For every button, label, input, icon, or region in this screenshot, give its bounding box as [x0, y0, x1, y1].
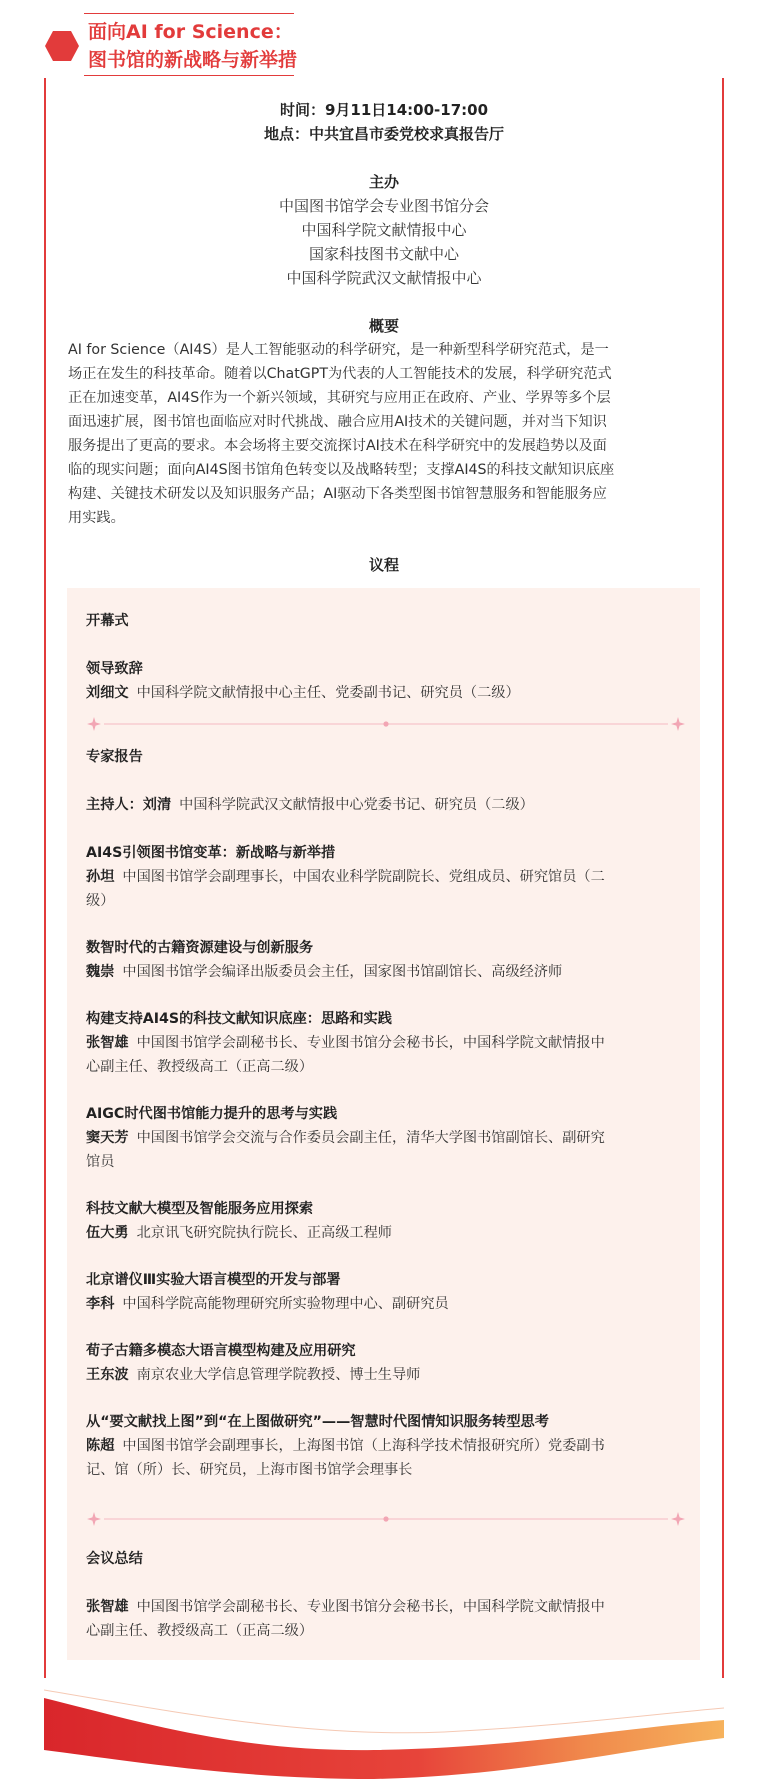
reports-title: 专家报告 [86, 749, 143, 765]
speaker-desc: 中国图书馆学会副理事长，中国农业科学院副院长、党组成员、研究馆员（二 [122, 869, 605, 885]
speaker-name: 张智雄 [86, 1035, 129, 1051]
overview-line: 用实践。 [68, 510, 125, 526]
speaker-desc: 中国图书馆学会副理事长，上海图书馆（上海科学技术情报研究所）党委副书 [122, 1438, 605, 1454]
summary-speaker-line [86, 1595, 686, 1643]
speaker-name: 李科 [86, 1296, 115, 1312]
speaker-desc: 中国图书馆学会副秘书长、专业图书馆分会秘书长，中国科学院文献情报中 [136, 1035, 605, 1051]
speaker-name: 王东波 [86, 1367, 129, 1383]
talk-title: 荀子古籍多模态大语言模型构建及应用研究 [86, 1343, 356, 1359]
opening-speaker-line [86, 681, 686, 705]
speaker-desc: 中国图书馆学会交流与合作委员会副主任，清华大学图书馆副馆长、副研究 [136, 1130, 605, 1146]
talk-speaker-line [86, 1031, 686, 1079]
speaker-desc: 心副主任、教授级高工（正高二级） [86, 1623, 314, 1639]
overview-line: AI for Science（AI4S）是人工智能驱动的科学研究，是一种新型科学研究范式，是一 [68, 342, 609, 358]
speaker-desc: 记、馆（所）长、研究员，上海市图书馆学会理事长 [86, 1462, 413, 1478]
talk-title: AI4S引领图书馆变革：新战略与新举措 [86, 845, 336, 861]
talk-speaker-line [86, 865, 686, 913]
organizer-item: 中国图书馆学会专业图书馆分会 [278, 197, 489, 215]
summary-title: 会议总结 [86, 1551, 143, 1567]
page-title [88, 18, 297, 74]
event-time: 时间：9月11日14:00-17:00 [279, 101, 489, 119]
speaker-name: 陈超 [86, 1438, 115, 1454]
talk-title: 北京谱仪Ⅲ实验大语言模型的开发与部署 [86, 1272, 341, 1288]
speaker-desc: 中国科学院文献情报中心主任、党委副书记、研究员（二级） [136, 685, 520, 701]
talk-speaker-line [86, 1363, 686, 1387]
right-border [722, 78, 724, 1678]
speaker-name: 窦天芳 [86, 1130, 129, 1146]
talk-speaker-line [86, 1292, 686, 1316]
speaker-desc: 级） [86, 893, 115, 909]
overview-heading: 概要 [368, 317, 399, 335]
host-desc: 中国科学院武汉文献情报中心党委书记、研究员（二级） [179, 797, 534, 813]
speaker-desc: 馆员 [86, 1154, 115, 1170]
speaker-desc: 中国科学院高能物理研究所实验物理中心、副研究员 [122, 1296, 449, 1312]
left-border [44, 78, 46, 1678]
speaker-desc: 北京讯飞研究院执行院长、正高级工程师 [136, 1225, 392, 1241]
talk-title: AIGC时代图书馆能力提升的思考与实践 [86, 1106, 338, 1122]
opening-item-title: 领导致辞 [86, 661, 143, 677]
overview-line: 正在加速变革，AI4S作为一个新兴领域，其研究与应用正在政府、产业、学界等多个层 [68, 390, 611, 406]
header-bottom-rule [84, 75, 294, 76]
talk-title: 科技文献大模型及智能服务应用探索 [86, 1201, 314, 1217]
title-line-1: 面向AI for Science： [88, 21, 293, 43]
talk-title: 数智时代的古籍资源建设与创新服务 [86, 940, 314, 956]
host-label: 主持人：刘清 [86, 797, 172, 813]
section-divider [86, 717, 686, 731]
organizer-item: 中国科学院文献情报中心 [301, 221, 467, 239]
header-top-rule [84, 13, 294, 14]
overview-line: 临的现实问题；面向AI4S图书馆角色转变以及战略转型；支撑AI4S的科技文献知识底座 [68, 462, 615, 478]
speaker-desc: 心副主任、教授级高工（正高二级） [86, 1059, 314, 1075]
talk-title: 从“要文献找上图”到“在上图做研究”——智慧时代图情知识服务转型思考 [86, 1414, 549, 1430]
speaker-name: 孙坦 [86, 869, 115, 885]
speaker-name: 伍大勇 [86, 1225, 129, 1241]
opening-title: 开幕式 [86, 613, 129, 629]
talk-speaker-line [86, 960, 686, 984]
speaker-desc: 中国图书馆学会副秘书长、专业图书馆分会秘书长，中国科学院文献情报中 [136, 1599, 605, 1615]
overview-line: 面迅速扩展，图书馆也面临应对时代挑战、融合应用AI技术的关键问题，并对当下知识 [68, 414, 607, 430]
section-divider [86, 1512, 686, 1526]
speaker-name: 魏崇 [86, 964, 115, 980]
speaker-name: 刘细文 [86, 685, 129, 701]
organizer-item: 国家科技图书文献中心 [308, 245, 459, 263]
title-line-2: 图书馆的新战略与新举措 [88, 49, 298, 71]
speaker-desc: 中国图书馆学会编译出版委员会主任，国家图书馆副馆长、高级经济师 [122, 964, 563, 980]
agenda-heading: 议程 [368, 556, 399, 574]
speaker-name: 张智雄 [86, 1599, 129, 1615]
talk-speaker-line [86, 1434, 686, 1482]
organizers-heading: 主办 [368, 173, 399, 191]
overview-line: 场正在发生的科技革命。随着以ChatGPT为代表的人工智能技术的发展，科学研究范式 [68, 366, 612, 382]
talk-speaker-line [86, 1126, 686, 1174]
overview-line: 服务提出了更高的要求。本会场将主要交流探讨AI技术在科学研究中的发展趋势以及面 [68, 438, 607, 454]
event-place: 地点：中共宜昌市委党校求真报告厅 [263, 125, 504, 143]
talk-title: 构建支持AI4S的科技文献知识底座：思路和实践 [86, 1011, 392, 1027]
talk-speaker-line [86, 1221, 686, 1245]
overview-line: 构建、关键技术研发以及知识服务产品；AI驱动下各类型图书馆智慧服务和智能服务应 [68, 486, 607, 502]
host-line [86, 793, 686, 817]
overview-paragraph [68, 338, 700, 530]
speaker-desc: 南京农业大学信息管理学院教授、博士生导师 [136, 1367, 421, 1383]
organizer-item: 中国科学院武汉文献情报中心 [286, 269, 482, 287]
hexagon-icon [44, 30, 80, 62]
decorative-wave [44, 1680, 724, 1779]
